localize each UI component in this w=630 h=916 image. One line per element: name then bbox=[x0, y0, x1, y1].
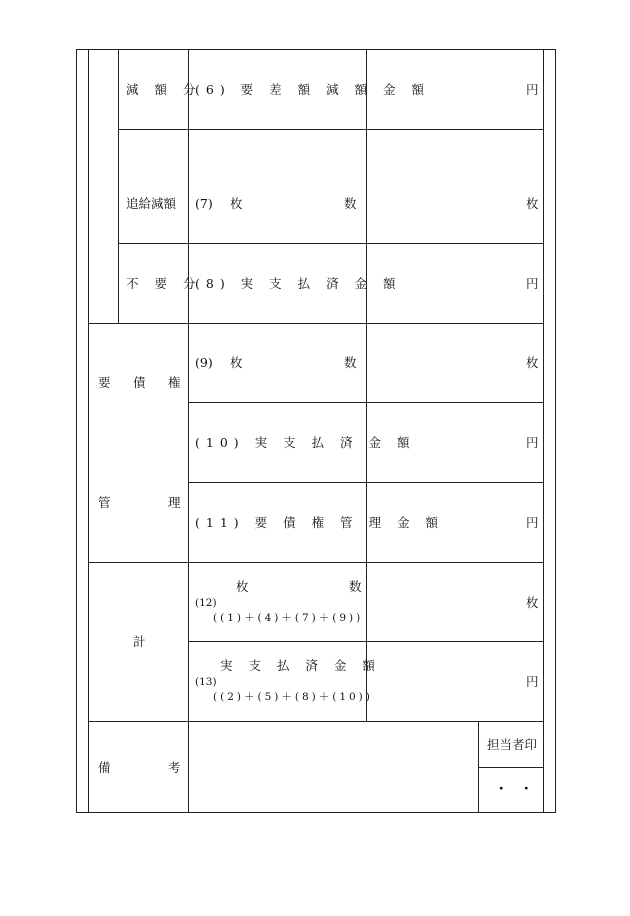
section-remarks-char-2: 考 bbox=[168, 760, 181, 775]
unit-6: 円 bbox=[526, 82, 539, 97]
bottom-border bbox=[76, 812, 556, 813]
section-management-char-2: 理 bbox=[168, 495, 181, 510]
stamp-box-line bbox=[478, 767, 544, 768]
item-12-number: (12) bbox=[195, 597, 217, 609]
unit-7: 枚 bbox=[526, 196, 539, 211]
value-6-field[interactable] bbox=[368, 51, 518, 127]
value-11-field[interactable] bbox=[368, 484, 518, 560]
section-receivable-char-1: 要 bbox=[98, 375, 111, 390]
section-remarks-char-1: 備 bbox=[98, 760, 111, 775]
item-7-label-b: 数 bbox=[344, 196, 357, 211]
unit-13: 円 bbox=[526, 674, 539, 689]
unit-12: 枚 bbox=[526, 595, 539, 610]
row-line-7 bbox=[118, 243, 544, 244]
item-12-label-b: 数 bbox=[349, 579, 362, 594]
right-outer-border bbox=[555, 49, 556, 813]
row-line-6 bbox=[118, 129, 544, 130]
value-13-field[interactable] bbox=[368, 643, 518, 719]
item-13-label: 実 支 払 済 金 額 bbox=[220, 658, 381, 673]
section-total: 計 bbox=[133, 634, 146, 649]
row-line-12 bbox=[188, 641, 544, 642]
unit-10: 円 bbox=[526, 435, 539, 450]
category-divider bbox=[188, 49, 189, 813]
value-10-field[interactable] bbox=[368, 404, 518, 480]
row-line-13 bbox=[88, 721, 544, 722]
value-divider bbox=[366, 49, 367, 721]
value-7-field[interactable] bbox=[368, 131, 518, 241]
item-9-label-a: 枚 bbox=[230, 355, 243, 370]
left-inner-border bbox=[88, 49, 89, 813]
item-9-label-b: 数 bbox=[344, 355, 357, 370]
value-9-field[interactable] bbox=[368, 325, 518, 400]
right-inner-border bbox=[543, 49, 544, 813]
unit-9: 枚 bbox=[526, 355, 539, 370]
category-reduction: 減 額 分 bbox=[126, 82, 202, 97]
subcategory-divider bbox=[118, 49, 119, 323]
item-9-number: (9) bbox=[195, 355, 213, 370]
unit-11: 円 bbox=[526, 515, 539, 530]
item-7-number: (7) bbox=[195, 196, 213, 211]
section-management-char-1: 管 bbox=[98, 495, 111, 510]
item-11-label: (11) 要 債 権 管 理 金 額 bbox=[195, 515, 444, 530]
value-8-field[interactable] bbox=[368, 245, 518, 321]
unit-8: 円 bbox=[526, 276, 539, 291]
stamp-field[interactable] bbox=[480, 769, 542, 811]
item-13-number: (13) bbox=[195, 676, 217, 688]
item-12-label-a: 枚 bbox=[236, 579, 249, 594]
item-6-label: (6) 要 差 額 減 額 金 額 bbox=[195, 82, 431, 97]
row-line-9 bbox=[188, 402, 544, 403]
stamp-date-dots: ・ ・ bbox=[495, 781, 533, 796]
item-13-formula: ((2)＋(5)＋(8)＋(10)) bbox=[213, 691, 373, 703]
row-line-8 bbox=[88, 323, 544, 324]
item-12-formula: ((1)＋(4)＋(7)＋(9)) bbox=[213, 612, 364, 624]
category-unnecessary: 不 要 分 bbox=[126, 276, 202, 291]
item-8-label: (8) 実 支 払 済 金 額 bbox=[195, 276, 402, 291]
top-border bbox=[76, 49, 556, 50]
section-receivable-char-3: 権 bbox=[168, 375, 181, 390]
item-10-label: (10) 実 支 払 済 金 額 bbox=[195, 435, 416, 450]
section-receivable-char-2: 債 bbox=[133, 375, 146, 390]
item-7-label-a: 枚 bbox=[230, 196, 243, 211]
row-line-11 bbox=[88, 562, 544, 563]
value-12-field[interactable] bbox=[368, 564, 518, 639]
left-outer-border bbox=[76, 49, 77, 813]
stamp-label: 担当者印 bbox=[487, 737, 538, 752]
remarks-field[interactable] bbox=[190, 723, 476, 811]
category-additional-reduction: 追給減額 bbox=[126, 196, 177, 211]
row-line-10 bbox=[188, 482, 544, 483]
